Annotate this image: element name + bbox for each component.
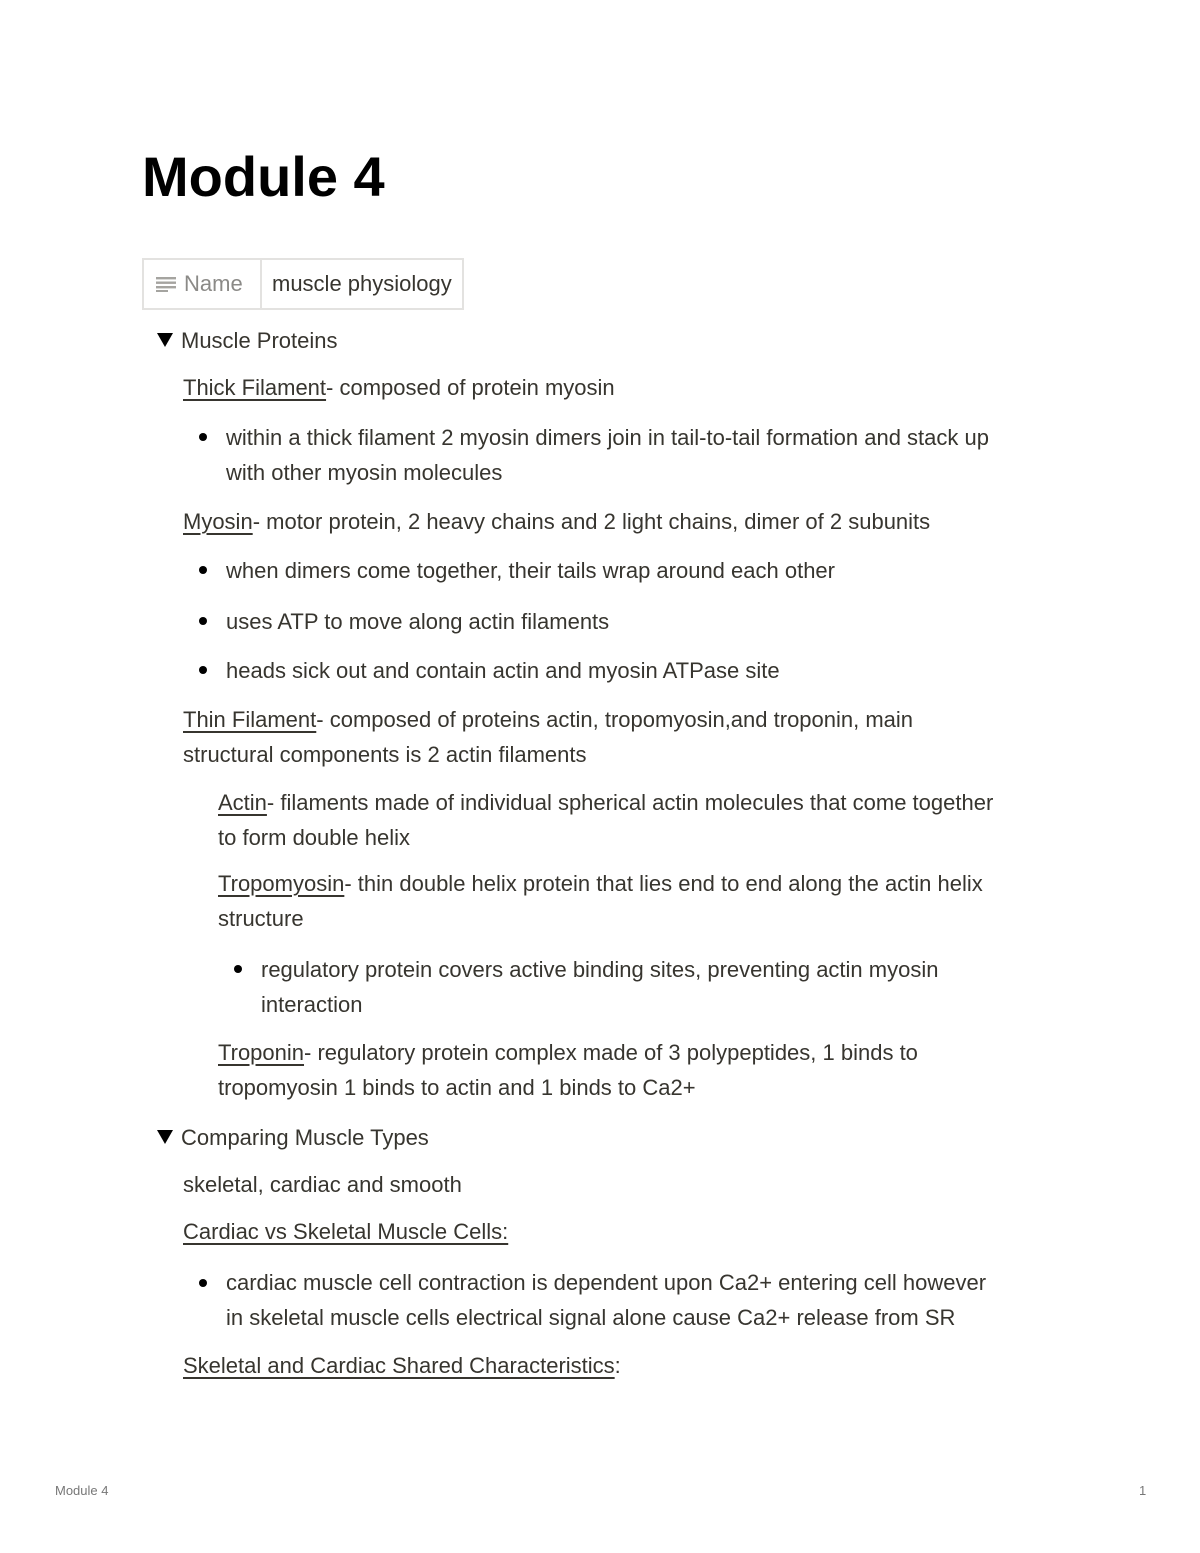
bullet-dot — [234, 965, 242, 973]
property-row — [142, 258, 464, 310]
toggle-comparing-muscle-types[interactable] — [157, 1120, 429, 1155]
term: Troponin — [218, 1040, 305, 1065]
term: Myosin — [183, 509, 253, 534]
term: Thin Filament — [183, 707, 317, 732]
definition: - composed of proteins actin, tropomyosin,and troponin, main — [316, 707, 914, 732]
definition: - motor protein, 2 heavy chains and 2 light chains, dimer of 2 subunits — [252, 509, 931, 534]
thin-filament-line — [183, 702, 913, 737]
bullet-dot — [199, 566, 207, 574]
page-title: Module 4 — [142, 145, 385, 208]
list-item-cont: with other myosin molecules — [226, 460, 503, 485]
bullet-dot — [199, 666, 207, 674]
property-key — [144, 260, 262, 308]
toggle-heading: Comparing Muscle Types — [181, 1125, 429, 1150]
list-item: cardiac muscle cell contraction is dependent upon Ca2+ entering cell however — [226, 1270, 987, 1295]
myosin-line — [183, 504, 930, 539]
list-item-cont: in skeletal muscle cells electrical signal alone cause Ca2+ release from SR — [226, 1305, 956, 1330]
troponin-line — [218, 1035, 918, 1070]
footer-page-number: 1 — [1139, 1483, 1147, 1498]
list-item: heads sick out and contain actin and myosin ATPase site — [226, 658, 780, 683]
bullet-dot — [199, 617, 207, 625]
property-value[interactable]: muscle physiology — [272, 271, 452, 296]
toggle-muscle-proteins[interactable] — [157, 323, 338, 358]
toggle-heading: Muscle Proteins — [181, 328, 338, 353]
bullet-dot — [199, 433, 207, 441]
actin-line — [218, 785, 993, 820]
list-item: when dimers come together, their tails wrap around each other — [226, 558, 835, 583]
tropomyosin-line — [218, 866, 983, 901]
definition: - thin double helix protein that lies end to end along the actin helix — [344, 871, 983, 896]
thin-filament-line-cont: structural components is 2 actin filaments — [183, 742, 587, 767]
definition: - composed of protein myosin — [326, 375, 615, 400]
troponin-line-cont: tropomyosin 1 binds to actin and 1 binds to Ca2+ — [218, 1075, 696, 1100]
tropomyosin-line-cont: structure — [218, 906, 304, 931]
thick-filament-line — [183, 370, 615, 405]
list-item: regulatory protein covers active binding sites, preventing actin myosin — [261, 957, 939, 982]
property-key-label: Name — [184, 271, 243, 296]
term: Thick Filament — [183, 375, 327, 400]
triangle-down-icon[interactable] — [157, 333, 173, 347]
text-lines-icon — [156, 276, 176, 292]
term: Tropomyosin — [218, 871, 345, 896]
bullet-dot — [199, 1279, 207, 1287]
cardiac-vs-skeletal-heading: Cardiac vs Skeletal Muscle Cells: — [183, 1219, 509, 1244]
list-item: within a thick filament 2 myosin dimers join in tail-to-tail formation and stack up — [226, 425, 989, 450]
list-item-cont: interaction — [261, 992, 363, 1017]
list-item: uses ATP to move along actin filaments — [226, 609, 610, 634]
types-intro: skeletal, cardiac and smooth — [183, 1172, 462, 1197]
definition: - filaments made of individual spherical actin molecules that come together — [266, 790, 994, 815]
term: Actin — [218, 790, 267, 815]
shared-characteristics-heading: Skeletal and Cardiac Shared Characteristics: — [183, 1353, 621, 1378]
definition: - regulatory protein complex made of 3 polypeptides, 1 binds to — [304, 1040, 918, 1065]
triangle-down-icon[interactable] — [157, 1130, 173, 1144]
actin-line-cont: to form double helix — [218, 825, 410, 850]
footer-doc-title: Module 4 — [55, 1483, 109, 1498]
